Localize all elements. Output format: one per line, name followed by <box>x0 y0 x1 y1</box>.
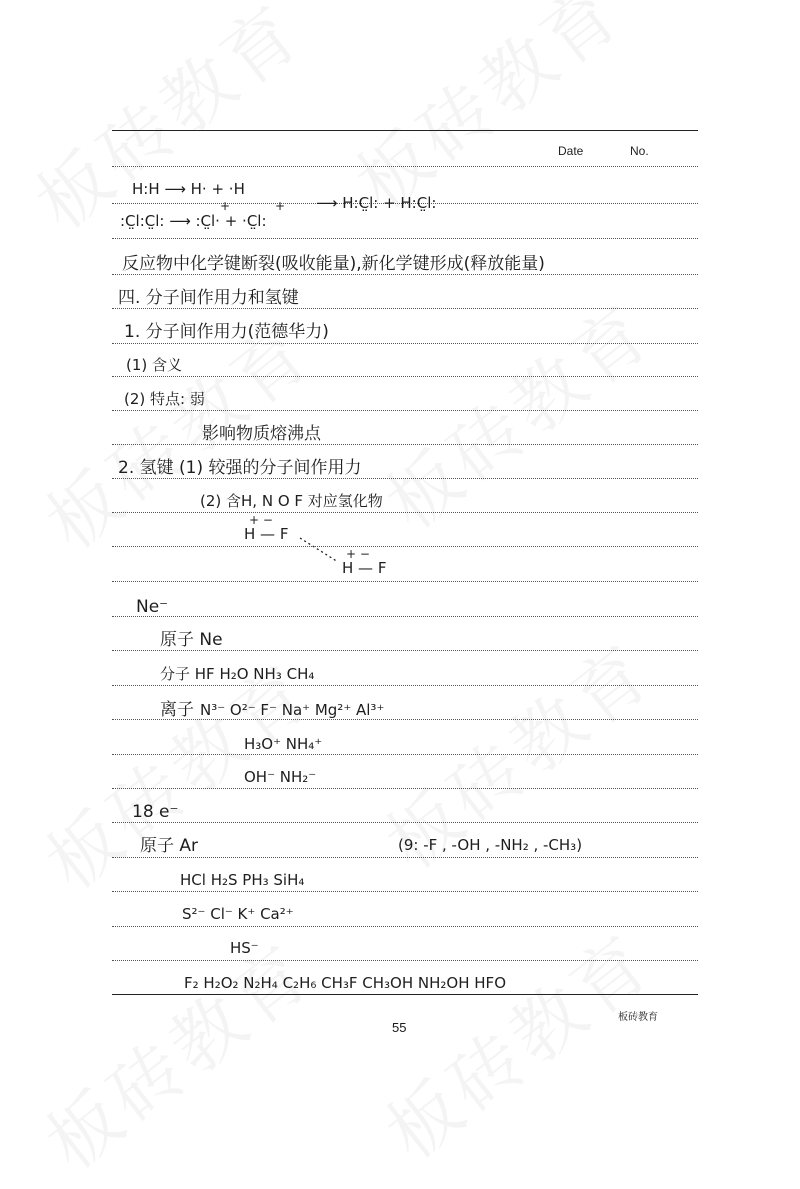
ion-label: 离子 <box>160 700 194 720</box>
atom-row: 原子 Ne <box>160 630 223 650</box>
watermark <box>361 905 671 1179</box>
ruled-line <box>112 166 698 167</box>
equation-h2: H:H ⟶ H· + ·H <box>132 180 245 198</box>
top-rule <box>112 130 698 131</box>
section-heading: 四. 分子间作用力和氢键 <box>118 288 299 308</box>
item-text: (2) 含H, N O F 对应氢化物 <box>200 492 383 510</box>
footer-brand: 板砖教育 <box>618 1012 658 1023</box>
equation-hcl-product: ⟶ H:C̤l: + H:C̤l: <box>316 194 437 212</box>
charge-mark: + <box>275 199 286 213</box>
ten-electron-title: Ne⁻ <box>136 597 169 617</box>
eighteen-electron-title: 18 e⁻ <box>132 802 179 822</box>
ruled-line <box>112 891 698 892</box>
item-text: (2) 特点: 弱 <box>124 390 205 408</box>
ruled-line <box>112 512 698 513</box>
ruled-line <box>112 960 698 961</box>
hf-molecule: H — F <box>342 559 387 577</box>
molecule-row: F₂ H₂O₂ N₂H₄ C₂H₆ CH₃F CH₃OH NH₂OH HFO <box>184 974 506 992</box>
partial-charges: + − <box>346 547 370 561</box>
ruled-line <box>112 719 698 720</box>
group-list: (9: -F , -OH , -NH₂ , -CH₃) <box>398 836 583 854</box>
page-number: 55 <box>392 1020 407 1035</box>
date-label: Date <box>558 144 584 158</box>
ion-row: OH⁻ NH₂⁻ <box>244 768 317 786</box>
partial-charges: + − <box>249 513 273 527</box>
ruled-line <box>112 857 698 858</box>
ruled-line <box>112 685 698 686</box>
ruled-line <box>112 546 698 547</box>
ruled-line <box>112 788 698 789</box>
charge-mark: + <box>220 199 231 213</box>
ruled-line <box>112 822 698 823</box>
ion-row: S²⁻ Cl⁻ K⁺ Ca²⁺ <box>182 905 294 923</box>
ruled-line <box>112 410 698 411</box>
hf-molecule: H — F <box>244 525 289 543</box>
item-heading: 2. 氢键 (1) 较强的分子间作用力 <box>118 458 362 478</box>
item-text: (1) 含义 <box>126 356 183 374</box>
watermark <box>21 915 331 1189</box>
ruled-line <box>112 926 698 927</box>
equation-cl2: :C̤l:C̤l: ⟶ :C̤l· + ·C̤l: <box>120 212 267 230</box>
item-heading: 1. 分子间作用力(范德华力) <box>124 322 329 342</box>
ion-row: H₃O⁺ NH₄⁺ <box>244 735 323 753</box>
bottom-rule <box>112 994 698 995</box>
molecule-row: HCl H₂S PH₃ SiH₄ <box>180 871 305 889</box>
ruled-line <box>112 581 698 582</box>
ion-row: N³⁻ O²⁻ F⁻ Na⁺ Mg²⁺ Al³⁺ <box>200 701 385 719</box>
ruled-line <box>112 478 698 479</box>
ruled-line <box>112 444 698 445</box>
energy-note: 反应物中化学键断裂(吸收能量),新化学键形成(释放能量) <box>122 254 545 274</box>
ruled-line <box>112 616 698 617</box>
ion-row: HS⁻ <box>230 939 259 957</box>
ruled-line <box>112 308 698 309</box>
ruled-line <box>112 343 698 344</box>
ruled-line <box>112 754 698 755</box>
ruled-line <box>112 274 698 275</box>
atom-row: 原子 Ar <box>140 836 199 856</box>
watermark <box>361 275 671 549</box>
item-text: 影响物质熔沸点 <box>202 424 321 444</box>
ruled-line <box>112 376 698 377</box>
no-label: No. <box>630 144 649 158</box>
ruled-line <box>112 650 698 651</box>
ruled-line <box>112 238 698 239</box>
molecule-row: 分子 HF H₂O NH₃ CH₄ <box>160 665 315 683</box>
